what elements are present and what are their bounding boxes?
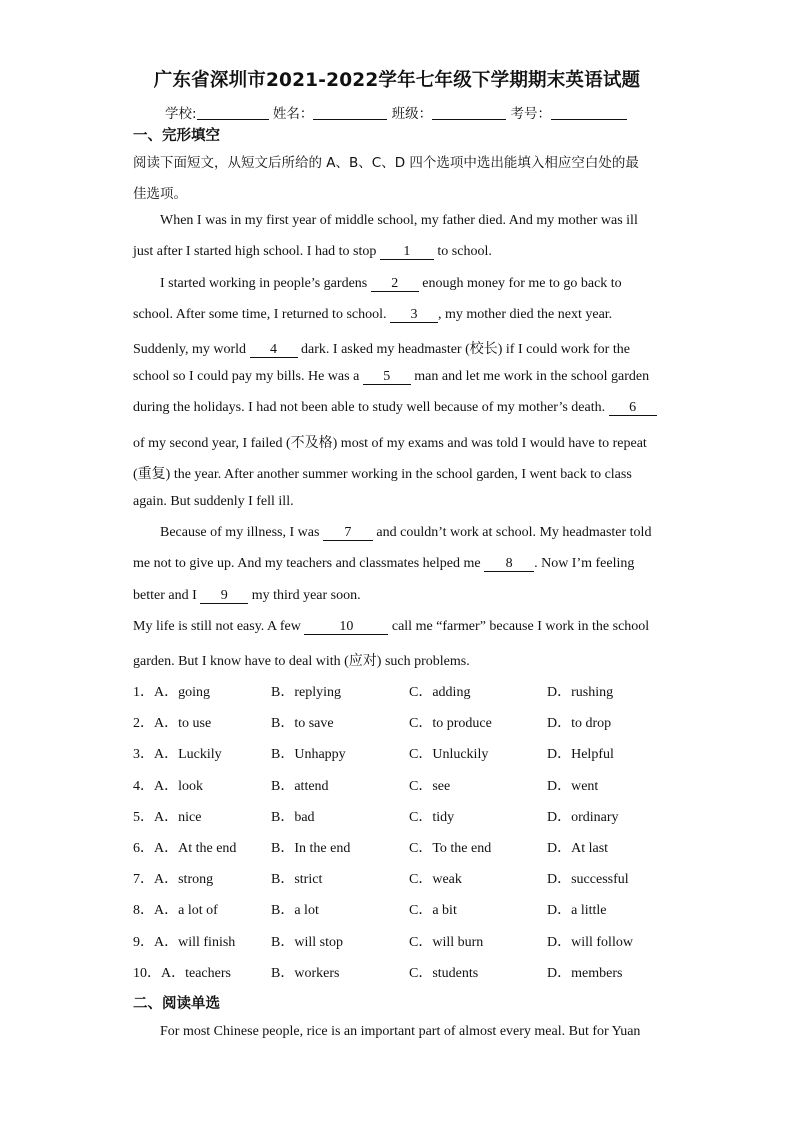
question-6-option-b: B．In the end bbox=[271, 841, 351, 856]
school-field[interactable] bbox=[197, 105, 269, 120]
blank-7: 7 bbox=[323, 526, 373, 541]
student-info-row bbox=[165, 102, 627, 122]
school-label: 学校: bbox=[165, 106, 197, 122]
section-heading-cloze: 一、完形填空 bbox=[133, 128, 220, 144]
passage-text: me not to give up. And my teachers and classmates helped me bbox=[133, 556, 485, 571]
passage-line: When I was in my first year of middle school, my father died. And my mother was ill bbox=[160, 213, 638, 228]
question-4-option-a: 4．A．look bbox=[133, 778, 203, 794]
passage-text: school so I could pay my bills. He was a bbox=[133, 369, 363, 384]
passage-text: Because of my illness, I was bbox=[160, 525, 323, 540]
passage-line bbox=[160, 525, 651, 541]
passage-text: call me “farmer” because I work in the school bbox=[388, 619, 650, 634]
question-3-option-c: C．Unluckily bbox=[409, 747, 489, 763]
name-label: 姓名： bbox=[272, 106, 314, 122]
question-3-option-d: D．Helpful bbox=[547, 747, 614, 763]
blank-1: 1 bbox=[380, 245, 434, 260]
passage-text: my third year soon. bbox=[248, 588, 361, 603]
blank-4: 4 bbox=[250, 343, 298, 358]
blank-3: 3 bbox=[390, 308, 438, 323]
question-10-option-d: D．members bbox=[547, 965, 623, 981]
passage-text: man and let me work in the school garden bbox=[410, 369, 650, 384]
question-1-option-b: B．replying bbox=[271, 685, 341, 700]
passage-line: (重复) the year. After another summer working in the school garden, I went back to class bbox=[133, 467, 632, 482]
question-4-option-b: B．attend bbox=[271, 778, 329, 794]
passage-line bbox=[133, 369, 649, 385]
number-label: 考号： bbox=[510, 106, 551, 122]
passage-line: of my second year, I failed (不及格) most of my exams and was told I would have to repeat bbox=[133, 436, 647, 451]
blank-8: 8 bbox=[484, 557, 534, 572]
question-4-option-c: C．see bbox=[409, 778, 451, 794]
passage-line bbox=[133, 588, 361, 604]
passage-text: just after I started high school. I had to stop bbox=[133, 244, 380, 259]
question-5-option-a: 5．A．nice bbox=[133, 809, 202, 825]
question-9-option-b: B．will stop bbox=[271, 934, 343, 950]
question-7-option-a: 7．A．strong bbox=[133, 872, 214, 888]
question-8-option-a: 8．A．a lot of bbox=[133, 903, 218, 919]
blank-5: 5 bbox=[363, 370, 411, 385]
passage-line: For most Chinese people, rice is an important part of almost every meal. But for Yuan bbox=[160, 1024, 641, 1039]
question-2-option-b: B．to save bbox=[271, 716, 334, 732]
question-5-option-b: B．bad bbox=[271, 809, 315, 825]
passage-text: to school. bbox=[433, 244, 492, 259]
question-8-option-c: C．a bit bbox=[409, 903, 457, 919]
passage-text: dark. I asked my headmaster (校长) if I could work for the bbox=[297, 342, 630, 357]
passage-line bbox=[133, 307, 612, 323]
question-6-option-c: C．To the end bbox=[409, 841, 492, 856]
question-1-option-d: D．rushing bbox=[547, 685, 614, 700]
blank-2: 2 bbox=[371, 277, 419, 292]
question-9-option-c: C．will burn bbox=[409, 934, 484, 950]
class-field[interactable] bbox=[432, 105, 506, 120]
passage-text: enough money for me to go back to bbox=[418, 276, 622, 291]
question-10-option-a: 10．A．teachers bbox=[133, 965, 231, 981]
passage-line bbox=[133, 244, 492, 260]
passage-text: My life is still not easy. A few bbox=[133, 619, 305, 634]
passage-text: Suddenly, my world bbox=[133, 342, 250, 357]
question-8-option-d: D．a little bbox=[547, 903, 607, 919]
passage-text: school. After some time, I returned to school. bbox=[133, 307, 390, 322]
question-6-option-a: 6．A．At the end bbox=[133, 841, 237, 856]
question-1-option-a: 1．A．going bbox=[133, 685, 210, 700]
passage-line: again. But suddenly I fell ill. bbox=[133, 494, 294, 509]
question-1-option-c: C．adding bbox=[409, 685, 471, 700]
question-2-option-c: C．to produce bbox=[409, 716, 492, 732]
question-9-option-d: D．will follow bbox=[547, 934, 633, 950]
page-title: 广东省深圳市2021-2022学年七年级下学期期末英语试题 bbox=[153, 70, 641, 91]
blank-6: 6 bbox=[609, 401, 657, 416]
passage-line bbox=[133, 619, 649, 635]
question-7-option-b: B．strict bbox=[271, 872, 323, 888]
question-6-option-d: D．At last bbox=[547, 841, 609, 856]
passage-text: better and I bbox=[133, 588, 201, 603]
instruction-line: 阅读下面短文，从短文后所给的 A、B、C、D 四个选项中选出能填入相应空白处的最 bbox=[133, 155, 639, 171]
passage-text: during the holidays. I had not been able to study well because of my mother’s death. bbox=[133, 400, 609, 415]
question-7-option-c: C．weak bbox=[409, 872, 462, 888]
passage-text: . Now I’m feeling bbox=[534, 556, 635, 571]
passage-line bbox=[133, 338, 630, 358]
question-2-option-a: 2．A．to use bbox=[133, 716, 212, 732]
question-7-option-d: D．successful bbox=[547, 872, 629, 888]
question-4-option-d: D．went bbox=[547, 778, 599, 794]
passage-line bbox=[160, 276, 622, 292]
section-heading-reading: 二、阅读单选 bbox=[133, 996, 220, 1012]
passage-line bbox=[133, 400, 657, 416]
blank-10: 10 bbox=[304, 620, 388, 635]
question-10-option-c: C．students bbox=[409, 965, 479, 981]
question-8-option-b: B．a lot bbox=[271, 903, 319, 919]
question-2-option-d: D．to drop bbox=[547, 716, 612, 732]
question-3-option-a: 3．A．Luckily bbox=[133, 747, 222, 763]
number-field[interactable] bbox=[551, 105, 627, 120]
instruction-line: 佳选项。 bbox=[133, 186, 187, 202]
question-9-option-a: 9．A．will finish bbox=[133, 934, 236, 950]
question-5-option-c: C．tidy bbox=[409, 809, 455, 825]
passage-line bbox=[133, 556, 634, 572]
passage-text: and couldn’t work at school. My headmaster told bbox=[372, 525, 652, 540]
passage-line: garden. But I know have to deal with (应对) such problems. bbox=[133, 654, 470, 669]
question-5-option-d: D．ordinary bbox=[547, 809, 619, 825]
passage-text: , my mother died the next year. bbox=[438, 307, 613, 322]
question-10-option-b: B．workers bbox=[271, 965, 340, 981]
class-label: 班级： bbox=[391, 106, 433, 122]
passage-text: I started working in people’s gardens bbox=[160, 276, 371, 291]
name-field[interactable] bbox=[313, 105, 387, 120]
question-3-option-b: B．Unhappy bbox=[271, 747, 346, 763]
blank-9: 9 bbox=[200, 589, 248, 604]
